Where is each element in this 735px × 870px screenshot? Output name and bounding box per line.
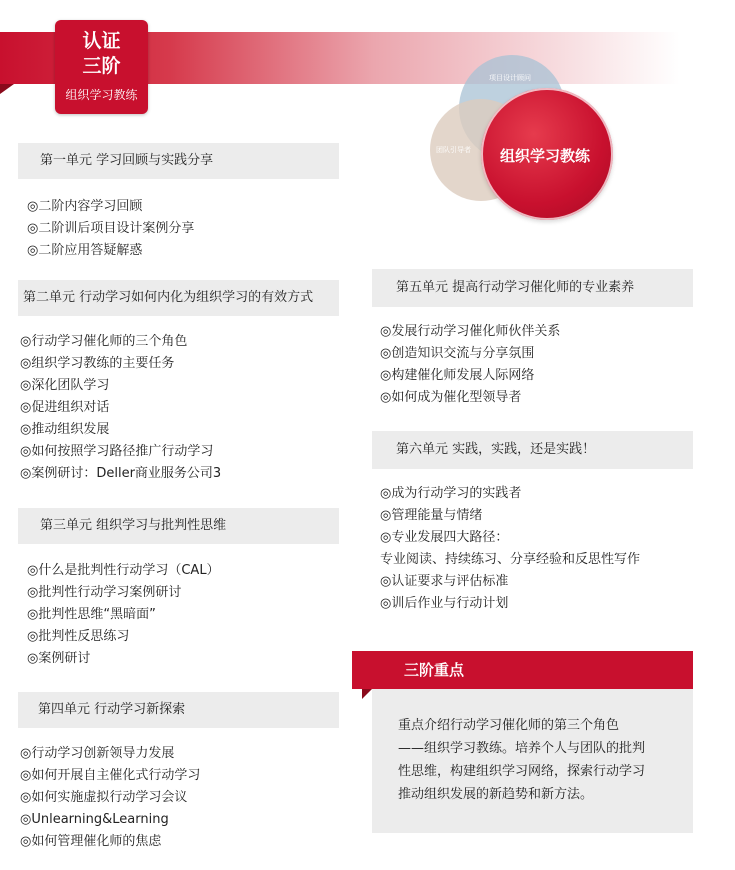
list-item: ◎二阶应用答疑解惑 bbox=[27, 243, 143, 258]
certification-badge bbox=[55, 20, 148, 114]
unit-6-list bbox=[380, 483, 640, 615]
unit-6-header bbox=[372, 431, 693, 469]
unit-2-header bbox=[18, 280, 339, 316]
focus-fold bbox=[362, 689, 372, 699]
badge-title-line1: 认证 bbox=[82, 30, 121, 52]
unit-1-list bbox=[27, 196, 194, 262]
unit-1-title: 第一单元 学习回顾与实践分享 bbox=[40, 153, 214, 168]
list-item: ◎案例研讨：Deller商业服务公司3 bbox=[20, 466, 222, 481]
list-item: ◎如何开展自主催化式行动学习 bbox=[20, 768, 201, 783]
list-item: ◎促进组织对话 bbox=[20, 400, 110, 415]
unit-3-list bbox=[27, 560, 220, 670]
list-item: ◎批判性反思练习 bbox=[27, 629, 130, 644]
list-item: ◎构建催化师发展人际网络 bbox=[380, 368, 535, 383]
list-item: ◎批判性思维“黑暗面” bbox=[27, 607, 156, 622]
list-item: ◎深化团队学习 bbox=[20, 378, 110, 393]
venn-label-left: 团队引导者 bbox=[436, 146, 471, 154]
list-item: ◎Unlearning&Learning bbox=[20, 812, 169, 827]
list-item: ◎如何实施虚拟行动学习会议 bbox=[20, 790, 188, 805]
list-item: ◎如何管理催化师的焦虑 bbox=[20, 834, 162, 849]
list-item: ◎专业发展四大路径： bbox=[380, 530, 509, 545]
summary-line: ——组织学习教练。培养个人与团队的批判 bbox=[398, 741, 646, 756]
summary-line: 推动组织发展的新趋势和新方法。 bbox=[398, 787, 594, 802]
list-item: ◎什么是批判性行动学习（CAL） bbox=[27, 563, 220, 578]
list-item: ◎行动学习创新领导力发展 bbox=[20, 746, 175, 761]
unit-2-list bbox=[20, 331, 221, 485]
summary-line: 重点介绍行动学习催化师的第三个角色 bbox=[398, 718, 620, 733]
banner-fold bbox=[0, 84, 14, 94]
unit-5-header bbox=[372, 269, 693, 307]
focus-header bbox=[352, 651, 693, 689]
unit-1-header bbox=[18, 143, 339, 179]
venn-label-main: 组织学习教练 bbox=[500, 147, 591, 165]
list-item: ◎如何成为催化型领导者 bbox=[380, 390, 522, 405]
list-item: ◎批判性行动学习案例研讨 bbox=[27, 585, 182, 600]
list-item: ◎案例研讨 bbox=[27, 651, 91, 666]
unit-6-title: 第六单元 实践，实践，还是实践！ bbox=[396, 442, 596, 457]
list-item: ◎管理能量与情绪 bbox=[380, 508, 483, 523]
unit-4-list bbox=[20, 743, 200, 853]
unit-4-title: 第四单元 行动学习新探索 bbox=[38, 702, 186, 717]
focus-title: 三阶重点 bbox=[404, 661, 465, 679]
list-item: ◎发展行动学习催化师伙伴关系 bbox=[380, 324, 561, 339]
badge-title-line2: 三阶 bbox=[82, 55, 121, 77]
list-item: ◎训后作业与行动计划 bbox=[380, 596, 509, 611]
unit-5-title: 第五单元 提高行动学习催化师的专业素养 bbox=[396, 280, 635, 295]
unit-2-title: 第二单元 行动学习如何内化为组织学习的有效方式 bbox=[23, 290, 314, 305]
unit-5-list bbox=[380, 321, 560, 409]
list-item: ◎组织学习教练的主要任务 bbox=[20, 356, 175, 371]
list-item: ◎如何按照学习路径推广行动学习 bbox=[20, 444, 214, 459]
list-item: ◎推动组织发展 bbox=[20, 422, 110, 437]
focus-summary bbox=[372, 689, 693, 833]
list-item: ◎成为行动学习的实践者 bbox=[380, 486, 522, 501]
unit-3-header bbox=[18, 508, 339, 544]
list-item: ◎二阶内容学习回顾 bbox=[27, 199, 143, 214]
list-item: ◎认证要求与评估标准 bbox=[380, 574, 509, 589]
badge-subtitle: 组织学习教练 bbox=[65, 88, 138, 102]
unit-4-header bbox=[18, 692, 339, 728]
unit-3-title: 第三单元 组织学习与批判性思维 bbox=[40, 518, 227, 533]
list-item: ◎行动学习催化师的三个角色 bbox=[20, 334, 188, 349]
list-item: 专业阅读、持续练习、分享经验和反思性写作 bbox=[380, 552, 641, 567]
list-item: ◎二阶训后项目设计案例分享 bbox=[27, 221, 195, 236]
venn-label-top: 项目设计顾问 bbox=[489, 74, 531, 82]
summary-line: 性思维，构建组织学习网络，探索行动学习 bbox=[398, 764, 646, 779]
list-item: ◎创造知识交流与分享氛围 bbox=[380, 346, 535, 361]
